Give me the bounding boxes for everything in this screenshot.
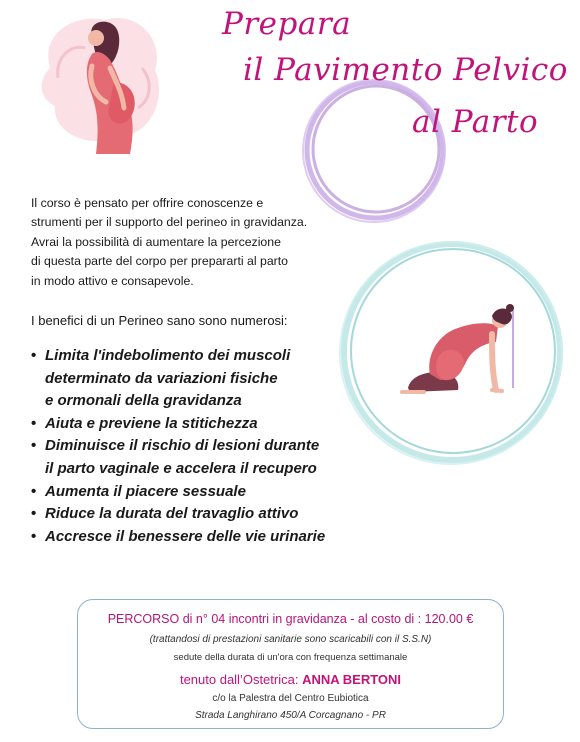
- benefit-text: determinato da variazioni fisiche: [45, 369, 278, 387]
- list-item: [31, 481, 325, 504]
- bullet-icon: •: [31, 437, 37, 455]
- bullet-icon: •: [31, 482, 37, 500]
- intro-line: di questa parte del corpo per prepararti al parto: [31, 254, 289, 269]
- course-info-box: [77, 599, 504, 729]
- venue: c/o la Palestra del Centro Eubiotica: [212, 693, 369, 704]
- held-by-label: tenuto dall’Ostetrica:: [179, 672, 303, 687]
- benefit-text: Aiuta e previene la stitichezza: [45, 414, 258, 432]
- list-item: [31, 345, 325, 413]
- benefit-text: Riduce la durata del travaglio attivo: [45, 505, 299, 523]
- list-item: [31, 413, 325, 436]
- intro-line: in modo attivo e consapevole.: [31, 273, 194, 288]
- benefits-heading: I benefici di un Perineo sano sono numerosi:: [31, 313, 288, 328]
- course-details: PERCORSO di n° 04 incontri in gravidanza - al costo di : 120.00 €: [107, 612, 474, 626]
- list-item: [31, 435, 325, 480]
- pregnant-woman-icon: [30, 8, 170, 158]
- intro-line: Il corso è pensato per offrire conoscenze e: [31, 196, 264, 210]
- reimbursement-note: (trattandosi di prestazioni sanitarie sono scaricabili con il S.S.N): [149, 634, 432, 645]
- benefit-text: Diminuisce il rischio di lesioni durante: [45, 437, 320, 455]
- bullet-icon: •: [31, 414, 37, 432]
- benefit-text: e ormonali della gravidanza: [45, 392, 242, 410]
- list-item: [31, 503, 325, 526]
- midwife-line: [78, 672, 503, 687]
- bullet-icon: •: [31, 527, 37, 545]
- bullet-icon: •: [31, 505, 37, 523]
- benefit-text: Limita l'indebolimento dei muscoli: [45, 347, 291, 364]
- benefit-text: Accresce il benessere delle vie urinarie: [45, 527, 326, 545]
- midwife-name: ANNA BERTONI: [302, 672, 402, 687]
- title-line-3: al Parto: [412, 104, 539, 140]
- session-schedule: sedute della durata di un'ora con frequenza settimanale: [173, 652, 408, 663]
- benefit-text: il parto vaginale e accelera il recupero: [45, 459, 317, 477]
- address: Strada Langhirano 450/A Corcagnano - PR: [195, 710, 386, 721]
- intro-line: strumenti per il supporto del perineo in gravidanza.: [31, 215, 308, 230]
- intro-paragraph: [31, 194, 341, 291]
- pregnant-yoga-pose-icon: [400, 300, 530, 410]
- benefits-list: [31, 345, 325, 548]
- title-line-2: il Pavimento Pelvico: [243, 52, 568, 88]
- list-item: [31, 526, 325, 549]
- bullet-icon: •: [31, 347, 37, 364]
- intro-line: Avrai la possibilità di aumentare la percezione: [31, 234, 281, 249]
- title-line-1: Prepara: [222, 6, 352, 42]
- benefit-text: Aumenta il piacere sessuale: [45, 482, 246, 500]
